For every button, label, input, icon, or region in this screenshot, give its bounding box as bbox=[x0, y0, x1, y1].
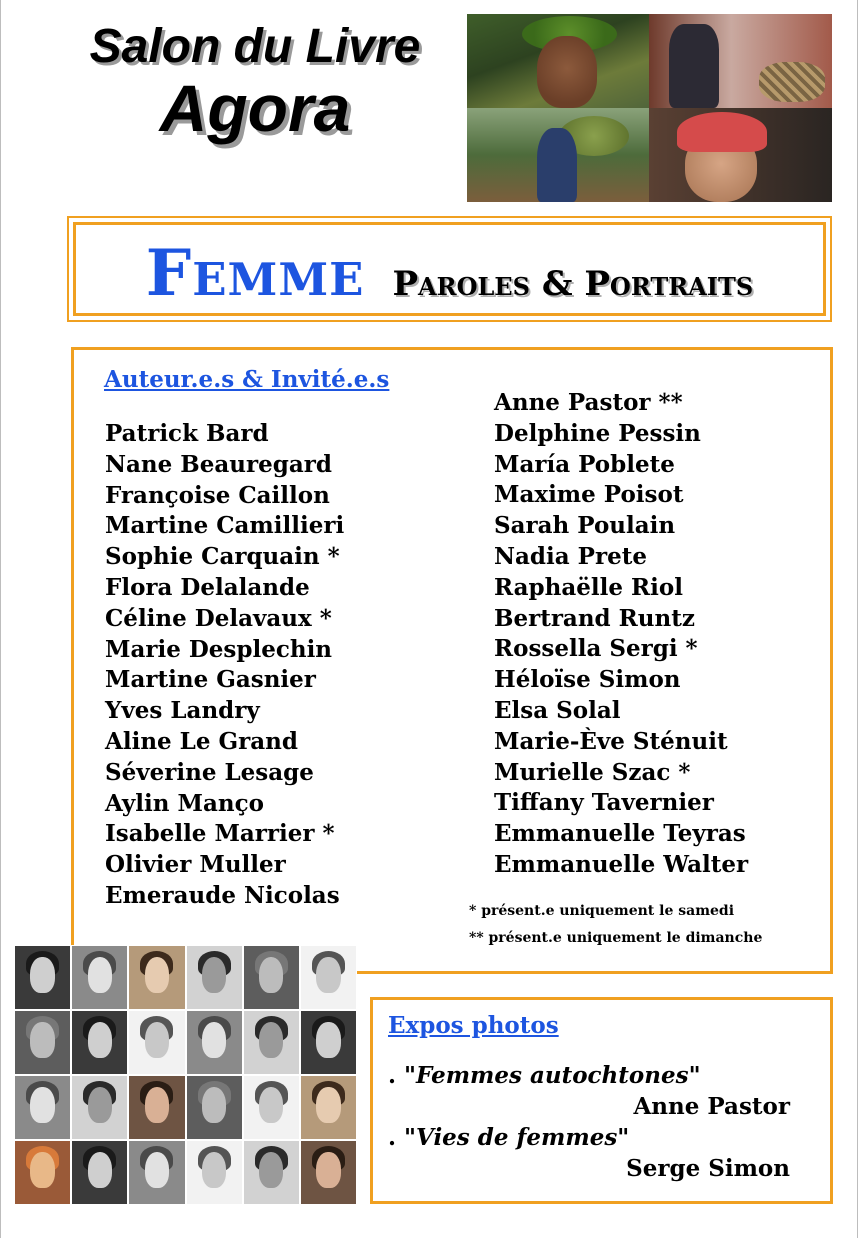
author-name: Nadia Prete bbox=[494, 542, 647, 570]
portrait-photo bbox=[71, 1075, 128, 1140]
portrait-photo bbox=[14, 1075, 71, 1140]
event-title-line1: Salon du Livre bbox=[89, 20, 421, 73]
expo-author: Serge Simon bbox=[626, 1155, 790, 1182]
photo-woman-red-headscarf bbox=[649, 108, 832, 202]
portrait-photo bbox=[71, 1010, 128, 1075]
author-name: Bertrand Runtz bbox=[494, 604, 695, 632]
author-name: Raphaëlle Riol bbox=[494, 573, 683, 601]
author-name: Isabelle Marrier * bbox=[105, 820, 335, 848]
authors-section bbox=[71, 347, 833, 974]
authors-left-column bbox=[105, 419, 344, 912]
theme-banner-text bbox=[69, 236, 830, 311]
portrait-photo bbox=[300, 945, 357, 1010]
author-name: Sarah Poulain bbox=[494, 512, 676, 540]
author-name: Aylin Manço bbox=[105, 789, 264, 817]
author-name: Séverine Lesage bbox=[105, 758, 314, 786]
expo-title-line bbox=[388, 1124, 629, 1151]
theme-banner bbox=[67, 216, 832, 322]
author-name: Sophie Carquain * bbox=[105, 543, 340, 571]
portrait-photo bbox=[14, 945, 71, 1010]
photo-woman-leaf-crown bbox=[467, 14, 649, 108]
portrait-photo bbox=[71, 945, 128, 1010]
expo-title: Vies de femmes bbox=[416, 1124, 618, 1151]
portrait-photo bbox=[14, 1140, 71, 1205]
author-name: María Poblete bbox=[494, 450, 675, 478]
portrait-photo bbox=[14, 1010, 71, 1075]
photo-woman-weaving-baskets bbox=[649, 14, 832, 108]
author-name: Héloïse Simon bbox=[494, 666, 681, 694]
author-name: Delphine Pessin bbox=[494, 419, 701, 447]
expo-title-prefix: . " bbox=[388, 1124, 416, 1151]
attendance-notes bbox=[469, 898, 762, 952]
author-name: Emmanuelle Teyras bbox=[494, 820, 746, 848]
author-name: Elsa Solal bbox=[494, 696, 621, 724]
author-name: Martine Gasnier bbox=[105, 666, 316, 694]
author-name: Emeraude Nicolas bbox=[105, 881, 340, 909]
portrait-photo bbox=[300, 1075, 357, 1140]
portrait-photo bbox=[300, 1010, 357, 1075]
portrait-photo bbox=[186, 1075, 243, 1140]
expo-author: Anne Pastor bbox=[633, 1093, 790, 1120]
author-name: Martine Camillieri bbox=[105, 512, 345, 540]
expo-title-suffix: " bbox=[688, 1062, 701, 1089]
portrait-photo bbox=[128, 1140, 185, 1205]
theme-subtitle: Paroles & Portraits bbox=[392, 264, 754, 304]
note-sunday-only: ** présent.e uniquement le dimanche bbox=[469, 930, 763, 946]
theme-title: Femme bbox=[145, 236, 365, 311]
event-title bbox=[60, 22, 450, 144]
portrait-photo bbox=[243, 1140, 300, 1205]
authors-heading: Auteur.e.s & Invité.e.s bbox=[104, 366, 390, 393]
author-name: Murielle Szac * bbox=[494, 758, 691, 786]
expo-title-suffix: " bbox=[617, 1124, 630, 1151]
portrait-photo bbox=[243, 1075, 300, 1140]
author-name: Maxime Poisot bbox=[494, 481, 684, 509]
portrait-photo bbox=[128, 945, 185, 1010]
note-saturday-only: * présent.e uniquement le samedi bbox=[469, 903, 735, 919]
portrait-collage bbox=[14, 945, 357, 1205]
portrait-photo bbox=[186, 1140, 243, 1205]
photo-woman-carrying-harvest bbox=[467, 108, 649, 202]
portrait-photo bbox=[243, 1010, 300, 1075]
author-name: Aline Le Grand bbox=[105, 727, 298, 755]
author-name: Nane Beauregard bbox=[105, 450, 332, 478]
author-name: Rossella Sergi * bbox=[494, 635, 698, 663]
portrait-photo bbox=[300, 1140, 357, 1205]
portrait-photo bbox=[128, 1075, 185, 1140]
author-name: Patrick Bard bbox=[105, 420, 269, 447]
author-name: Anne Pastor ** bbox=[494, 389, 683, 416]
event-title-line2: Agora bbox=[159, 71, 351, 146]
portrait-photo bbox=[186, 945, 243, 1010]
portrait-photo bbox=[243, 945, 300, 1010]
expos-heading: Expos photos bbox=[388, 1012, 559, 1039]
portrait-photo bbox=[71, 1140, 128, 1205]
expo-title-prefix: . " bbox=[388, 1062, 416, 1089]
author-name: Marie-Ève Sténuit bbox=[494, 727, 728, 755]
expo-title: Femmes autochtones bbox=[416, 1062, 689, 1089]
portrait-photo bbox=[186, 1010, 243, 1075]
author-name: Yves Landry bbox=[105, 697, 260, 725]
portrait-photo bbox=[128, 1010, 185, 1075]
author-name: Olivier Muller bbox=[105, 851, 286, 879]
author-name: Marie Desplechin bbox=[105, 635, 333, 663]
author-name: Emmanuelle Walter bbox=[494, 850, 749, 878]
author-name: Tiffany Tavernier bbox=[494, 789, 714, 817]
author-name: Flora Delalande bbox=[105, 573, 310, 601]
photo-exhibitions-section bbox=[370, 997, 833, 1204]
author-name: Céline Delavaux * bbox=[105, 604, 332, 632]
author-name: Françoise Caillon bbox=[105, 481, 330, 509]
authors-right-column bbox=[494, 388, 748, 881]
expo-title-line bbox=[388, 1062, 701, 1089]
photo-collage-top bbox=[467, 14, 832, 202]
